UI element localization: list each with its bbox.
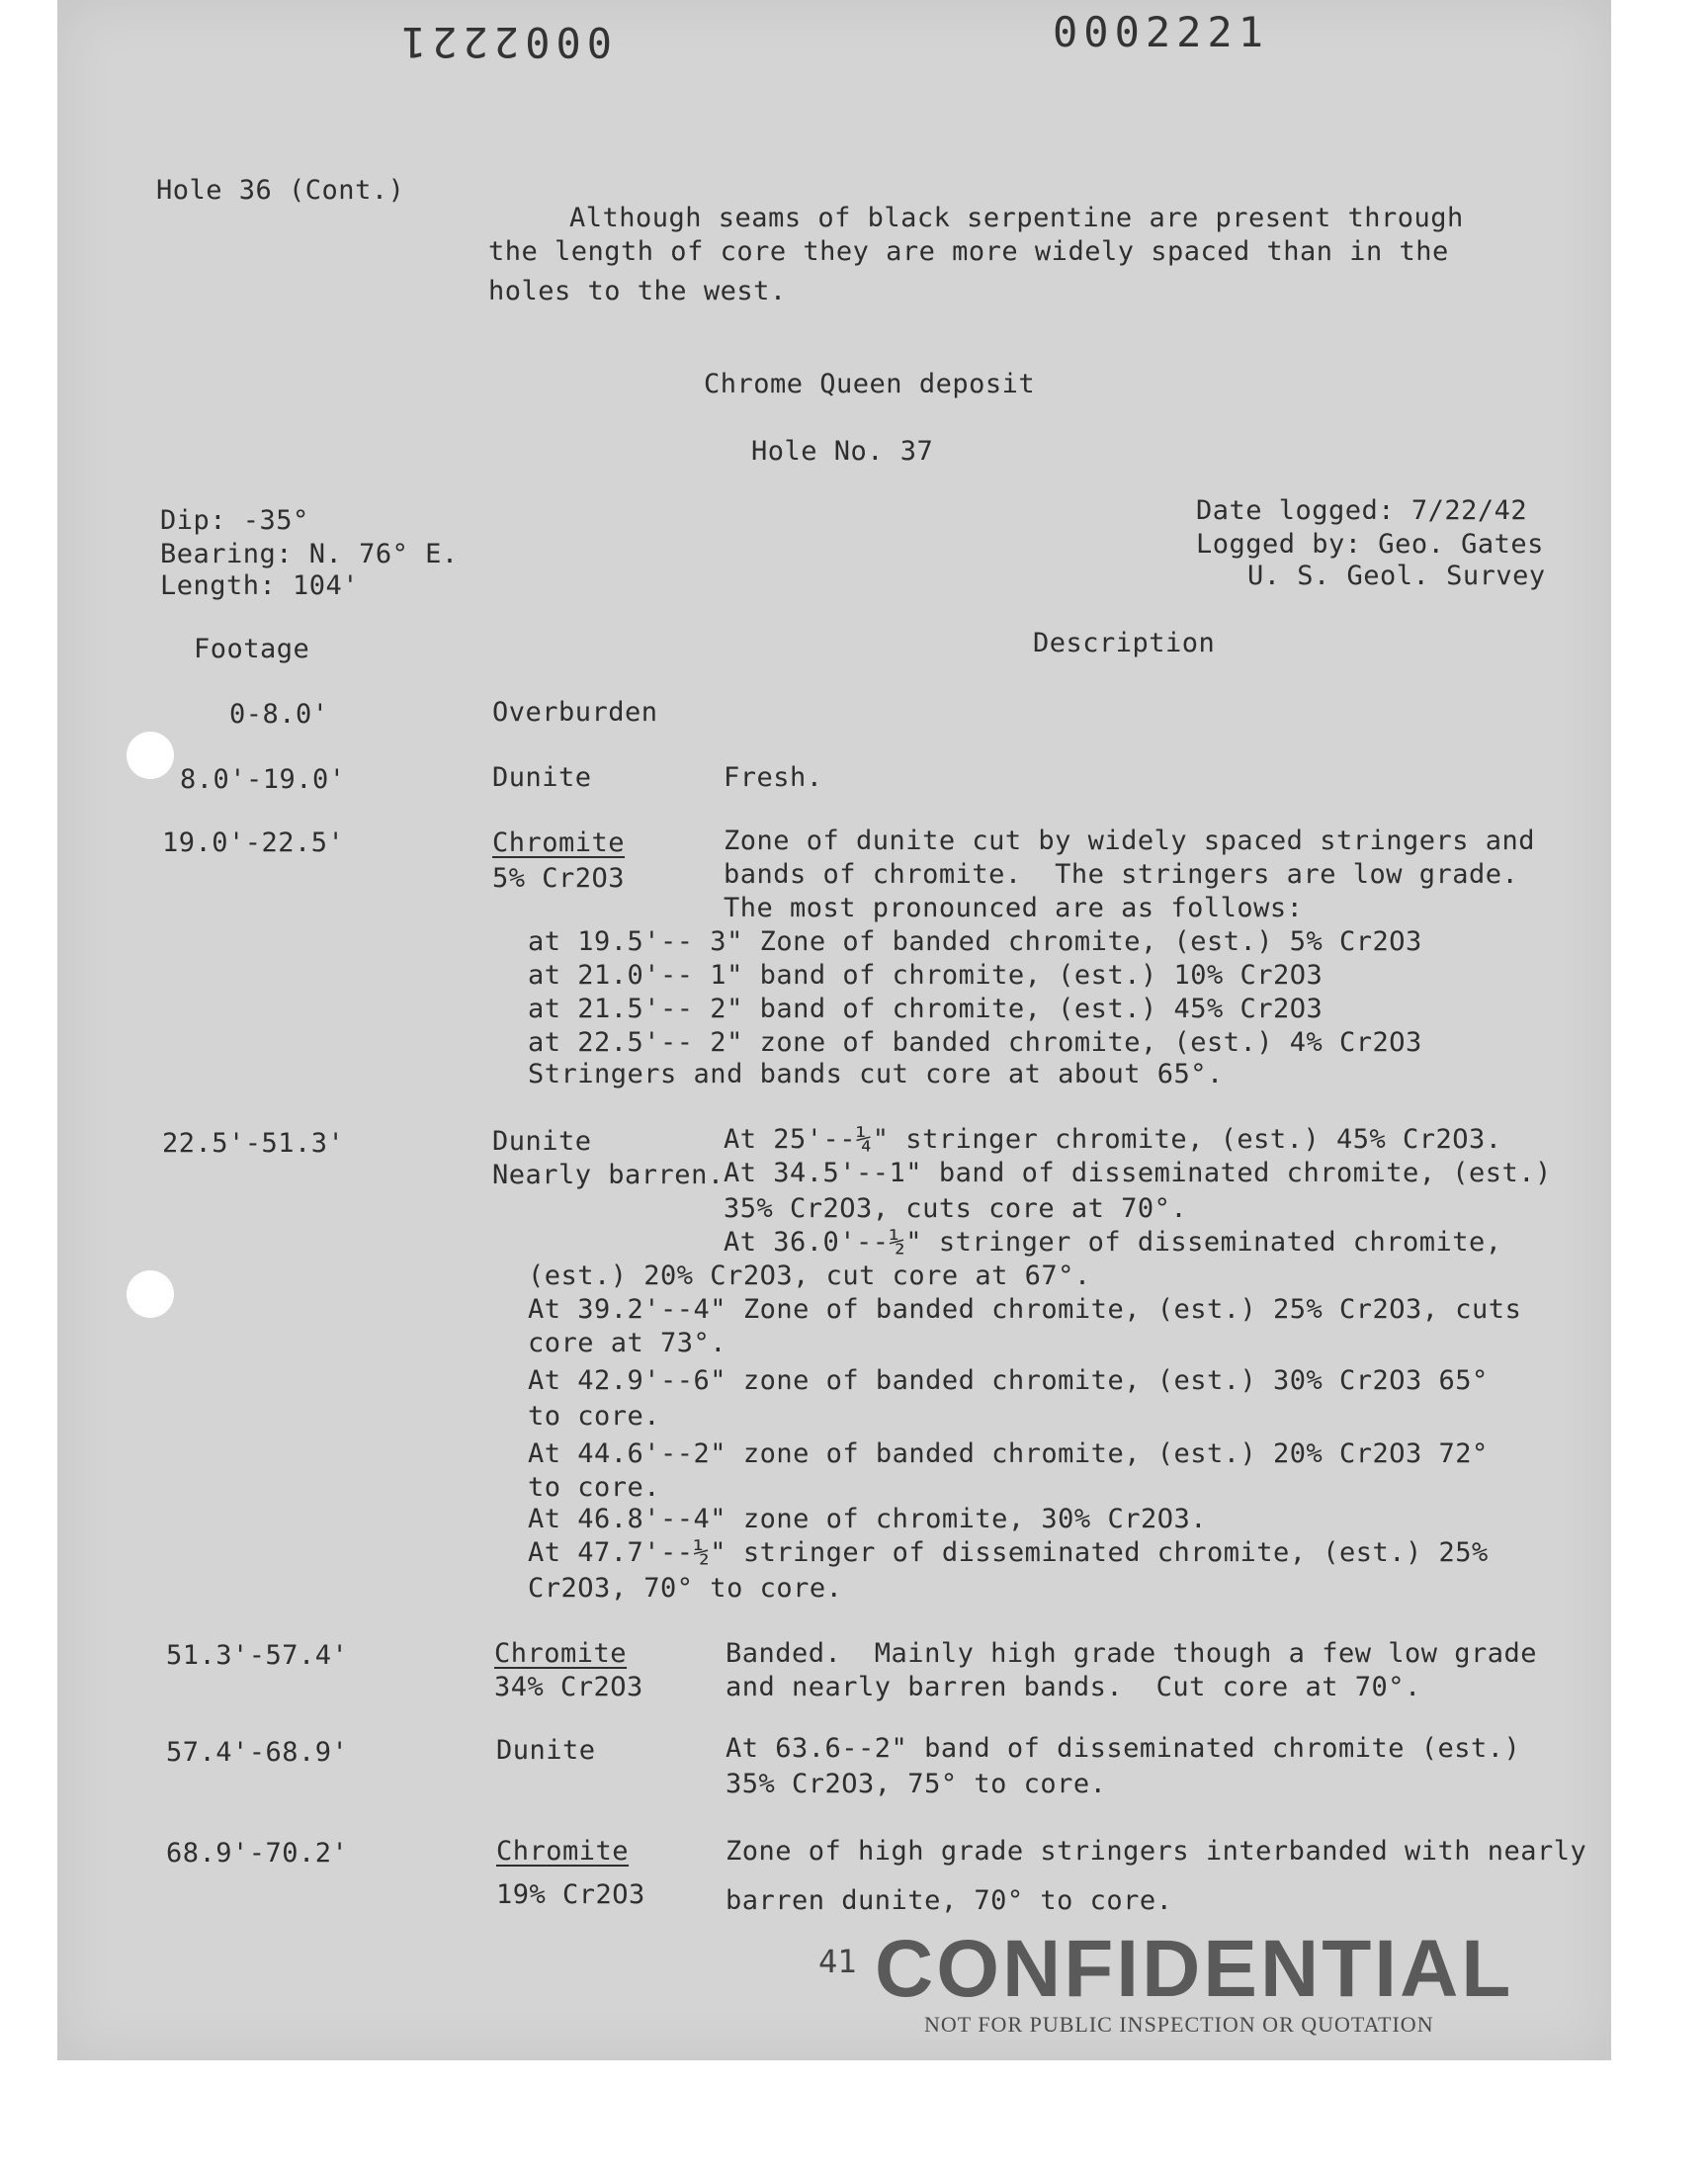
intro-line-3: holes to the west. xyxy=(488,276,787,306)
description-line: Fresh. xyxy=(724,762,823,793)
punch-hole-top xyxy=(127,732,174,779)
description-line: barren dunite, 70° to core. xyxy=(726,1885,1173,1916)
description-line: Stringers and bands cut core at about 65°. xyxy=(528,1059,1224,1089)
distribution-notice: NOT FOR PUBLIC INSPECTION OR QUOTATION xyxy=(924,2012,1434,2037)
description-line: to core. xyxy=(528,1472,661,1503)
column-header-footage: Footage xyxy=(194,634,310,664)
description-line: At 46.8'--4" zone of chromite, 30% Cr2O3. xyxy=(528,1504,1207,1534)
description-line: At 34.5'--1" band of disseminated chromite, (est.) xyxy=(724,1158,1552,1188)
description-line: at 21.0'-- 1" band of chromite, (est.) 10% Cr2O3 xyxy=(528,960,1324,991)
rock-type-cell: Overburden xyxy=(492,697,658,728)
inverted-serial-stamp: 0002221 xyxy=(395,18,613,66)
footage-cell: 0-8.0' xyxy=(229,699,329,730)
intro-line-1: Although seams of black serpentine are present through xyxy=(569,203,1464,233)
footage-cell: 68.9'-70.2' xyxy=(166,1838,349,1869)
description-line: to core. xyxy=(528,1401,661,1432)
description-line: At 44.6'--2" zone of banded chromite, (est.) 20% Cr2O3 72° xyxy=(528,1438,1489,1469)
grade-cell: 19% Cr2O3 xyxy=(496,1879,645,1910)
grade-cell: 5% Cr2O3 xyxy=(492,863,626,894)
description-line: Cr2O3, 70° to core. xyxy=(528,1573,843,1604)
intro-line-2: the length of core they are more widely spaced than in the xyxy=(488,236,1449,267)
description-line: bands of chromite. The stringers are low grade. xyxy=(724,859,1519,890)
serial-stamp: 0002221 xyxy=(1053,8,1270,56)
footage-cell: 22.5'-51.3' xyxy=(162,1128,345,1159)
page-number: 41 xyxy=(818,1943,857,1980)
description-line: Banded. Mainly high grade though a few low grade xyxy=(726,1638,1538,1669)
description-line: at 19.5'-- 3" Zone of banded chromite, (est.) 5% Cr2O3 xyxy=(528,926,1422,957)
agency: U. S. Geol. Survey xyxy=(1247,561,1546,591)
rock-type-cell: Dunite xyxy=(492,1126,592,1157)
description-line: and nearly barren bands. Cut core at 70°. xyxy=(726,1672,1421,1702)
description-line: Zone of high grade stringers interbanded with nearly xyxy=(726,1836,1587,1867)
description-line: at 22.5'-- 2" zone of banded chromite, (est.) 4% Cr2O3 xyxy=(528,1027,1422,1058)
bearing-value: Bearing: N. 76° E. xyxy=(160,539,459,569)
dip-value: Dip: -35° xyxy=(160,505,309,536)
description-line: At 36.0'--½" stringer of disseminated chromite, xyxy=(724,1227,1502,1258)
description-line: (est.) 20% Cr2O3, cut core at 67°. xyxy=(528,1261,1091,1291)
confidential-stamp: CONFIDENTIAL xyxy=(875,1924,1514,2014)
footage-cell: 8.0'-19.0' xyxy=(180,764,346,795)
description-line: Zone of dunite cut by widely spaced stringers and xyxy=(724,826,1536,856)
punch-hole-middle xyxy=(127,1270,174,1318)
description-line: The most pronounced are as follows: xyxy=(724,893,1304,923)
logged-by: Logged by: Geo. Gates xyxy=(1196,529,1544,560)
rock-type-cell: Chromite xyxy=(492,827,626,858)
description-line: core at 73°. xyxy=(528,1328,727,1358)
continuation-heading: Hole 36 (Cont.) xyxy=(156,175,405,206)
footage-cell: 51.3'-57.4' xyxy=(166,1640,349,1671)
rock-type-cell: Chromite xyxy=(496,1836,630,1867)
column-header-description: Description xyxy=(1033,628,1216,658)
rock-type-cell: Dunite xyxy=(496,1735,596,1766)
footage-cell: 19.0'-22.5' xyxy=(162,827,345,858)
hole-title: Hole No. 37 xyxy=(751,436,934,467)
length-value: Length: 104' xyxy=(160,570,360,601)
description-line: 35% Cr2O3, cuts core at 70°. xyxy=(724,1193,1188,1224)
grade-cell: 34% Cr2O3 xyxy=(494,1672,643,1702)
description-line: At 25'--¼" stringer chromite, (est.) 45% Cr2O3. xyxy=(724,1124,1502,1155)
rock-type-cell: Chromite xyxy=(494,1638,628,1669)
rock-type-cell: Dunite xyxy=(492,762,592,793)
description-line: at 21.5'-- 2" band of chromite, (est.) 45% Cr2O3 xyxy=(528,994,1324,1024)
deposit-title: Chrome Queen deposit xyxy=(704,369,1036,399)
description-line: At 63.6--2" band of disseminated chromite (est.) xyxy=(726,1733,1521,1764)
description-line: 35% Cr2O3, 75° to core. xyxy=(726,1769,1107,1799)
description-line: At 47.7'--½" stringer of disseminated chromite, (est.) 25% xyxy=(528,1537,1489,1568)
footage-cell: 57.4'-68.9' xyxy=(166,1737,349,1768)
date-logged: Date logged: 7/22/42 xyxy=(1196,495,1528,526)
description-line: At 39.2'--4" Zone of banded chromite, (est.) 25% Cr2O3, cuts xyxy=(528,1294,1522,1325)
grade-cell: Nearly barren. xyxy=(492,1160,725,1190)
description-line: At 42.9'--6" zone of banded chromite, (est.) 30% Cr2O3 65° xyxy=(528,1365,1489,1396)
